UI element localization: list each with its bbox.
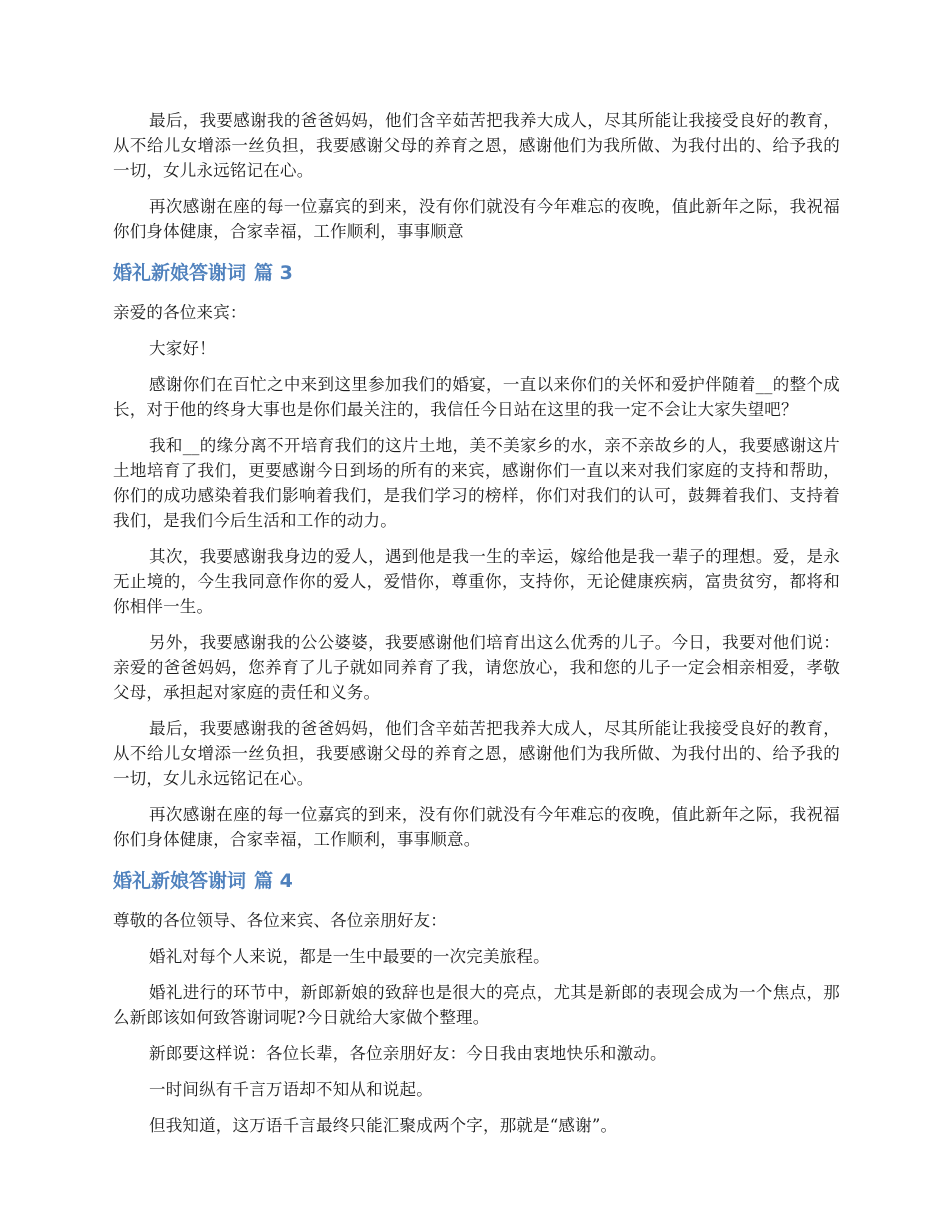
- paragraph: 但我知道，这万语千言最终只能汇聚成两个字，那就是“感谢”。: [149, 1116, 618, 1135]
- paragraph: 最后，我要感谢我的爸爸妈妈，他们含辛茹苦把我养大成人，尽其所能让我接受良好的教育，从不给儿女增添一丝负担，我要感谢父母的养育之恩，感谢他们为我所做、为我付出的、给予我的一切，女儿永远铭记在心。: [113, 111, 840, 180]
- paragraph: 另外，我要感谢我的公公婆婆，我要感谢他们培育出这么优秀的儿子。今日，我要对他们说：亲爱的爸爸妈妈，您养育了儿子就如同养育了我，请您放心，我和您的儿子一定会相亲相爱，孝敬父母，承担起对家庭的责任和义务。: [113, 633, 840, 702]
- section-heading-title: 婚礼新娘答谢词: [113, 262, 247, 284]
- paragraph: 其次，我要感谢我身边的爱人，遇到他是我一生的幸运，嫁给他是我一辈子的理想。爱，是永无止境的，今生我同意作你的爱人，爱惜你，尊重你，支持你，无论健康疾病，富贵贫穷，都将和你相伴一生。: [113, 547, 840, 616]
- section-heading: [113, 868, 840, 894]
- paragraph: 新郎要这样说：各位长辈，各位亲朋好友：今日我由衷地快乐和激动。: [149, 1044, 667, 1063]
- salutation: 亲爱的各位来宾：: [113, 303, 247, 322]
- paragraph: 我和__的缘分离不开培育我们的这片土地，美不美家乡的水，亲不亲故乡的人，我要感谢这片土地培育了我们，更要感谢今日到场的所有的来宾，感谢你们一直以来对我们家庭的支持和帮助，你们的成功感染着我们影响着我们，是我们学习的榜样，你们对我们的认可，鼓舞着我们、支持着我们，是我们今后生活和工作的动力。: [113, 436, 840, 530]
- paragraph: 感谢你们在百忙之中来到这里参加我们的婚宴，一直以来你们的关怀和爱护伴随着__的整个成长，对于他的终身大事也是你们最关注的，我信任今日站在这里的我一定不会让大家失望吧？: [113, 375, 840, 419]
- paragraph: 大家好！: [149, 339, 216, 358]
- salutation: 尊敬的各位领导、各位来宾、各位亲朋好友：: [113, 911, 447, 930]
- section-heading-number: 篇 4: [254, 870, 293, 892]
- paragraph: 婚礼进行的环节中，新郎新娘的致辞也是很大的亮点，尤其是新郎的表现会成为一个焦点，那么新郎该如何致答谢词呢?今日就给大家做个整理。: [113, 983, 840, 1027]
- paragraph: 再次感谢在座的每一位嘉宾的到来，没有你们就没有今年难忘的夜晚，值此新年之际，我祝福你们身体健康，合家幸福，工作顺利，事事顺意。: [113, 805, 840, 849]
- section-heading-title: 婚礼新娘答谢词: [113, 870, 247, 892]
- section-heading: [113, 260, 840, 286]
- section-heading-number: 篇 3: [254, 262, 293, 284]
- paragraph: 婚礼对每个人来说，都是一生中最要的一次完美旅程。: [149, 947, 550, 966]
- paragraph: 一时间纵有千言万语却不知从和说起。: [149, 1080, 433, 1099]
- document-page: [113, 108, 840, 1149]
- paragraph: 最后，我要感谢我的爸爸妈妈，他们含辛茹苦把我养大成人，尽其所能让我接受良好的教育，从不给儿女增添一丝负担，我要感谢父母的养育之恩，感谢他们为我所做、为我付出的、给予我的一切，女儿永远铭记在心。: [113, 719, 840, 788]
- paragraph: 再次感谢在座的每一位嘉宾的到来，没有你们就没有今年难忘的夜晚，值此新年之际，我祝福你们身体健康，合家幸福，工作顺利，事事顺意: [113, 197, 840, 241]
